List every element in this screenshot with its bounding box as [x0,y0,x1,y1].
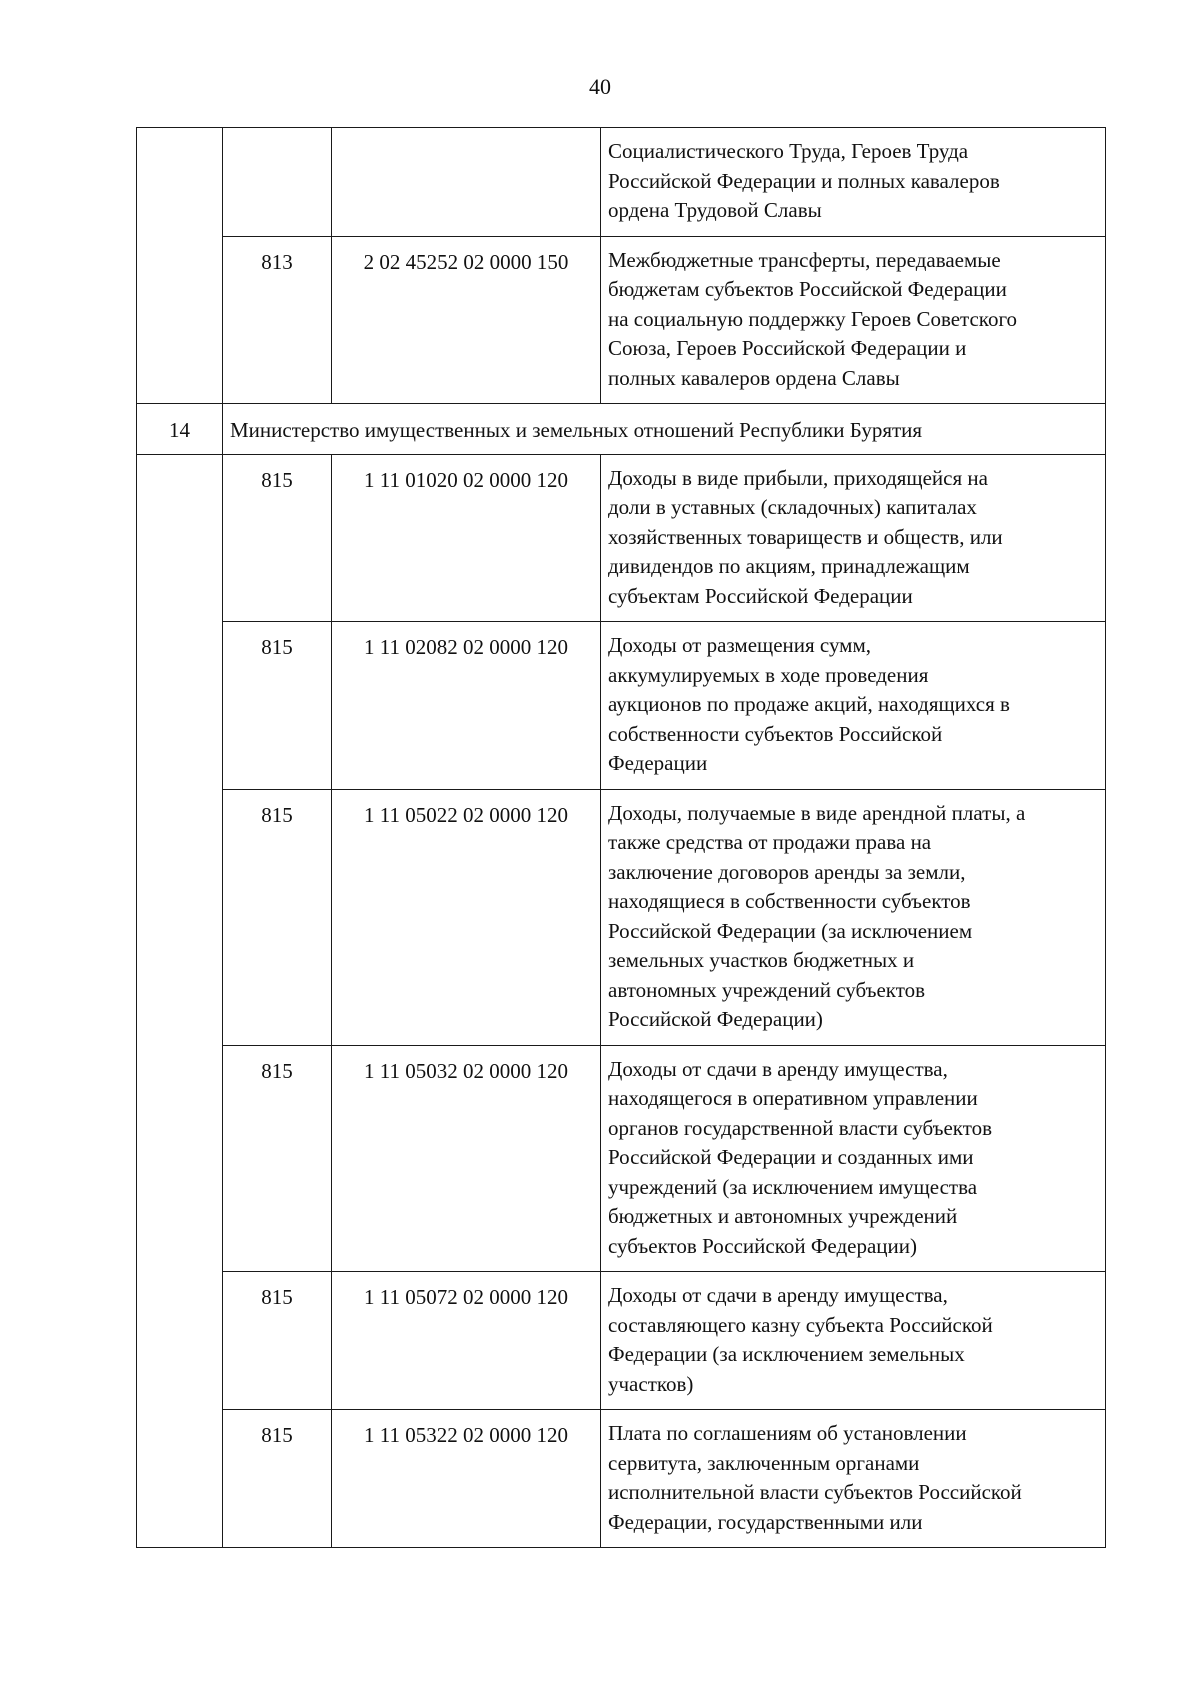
description-cell [601,789,1106,1045]
ministry-row [137,404,1106,455]
admin-code-cell: 815 [223,1045,332,1272]
description-line: заключение договоров аренды за земли, [608,859,966,884]
description-cell [601,1045,1106,1272]
description-line: Межбюджетные трансферты, передаваемые [608,247,1001,272]
description-line: полных кавалеров ордена Славы [608,365,900,390]
ministry-name: Министерство имущественных и земельных отношений Республики Бурятия [223,404,1106,455]
table-row [137,1410,1106,1548]
description-line: находящиеся в собственности субъектов [608,889,971,913]
row-number-cell [137,128,223,404]
description-line: учреждений (за исключением имущества [608,1174,978,1199]
description-line: на социальную поддержку Героев Советского [608,306,1018,331]
description-line: исполнительной власти субъектов Российской [608,1480,1022,1504]
description-line: Доходы от сдачи в аренду имущества, [608,1056,948,1081]
budget-code-cell: 1 11 01020 02 0000 120 [332,454,601,622]
admin-code-cell: 813 [223,236,332,404]
description-line: субъектов Российской Федерации) [608,1233,918,1258]
description-cell [601,128,1106,237]
description-line: Российской Федерации и полных кавалеров [608,168,1000,193]
description-cell [601,1272,1106,1410]
budget-code-cell: 1 11 05022 02 0000 120 [332,789,601,1045]
page-number: 40 [589,74,611,99]
admin-code-cell: 815 [223,1272,332,1410]
table-row [137,622,1106,790]
admin-code-cell: 815 [223,1410,332,1548]
description-line: сервитута, заключенным органами [608,1450,920,1475]
description-line: участков) [608,1371,694,1396]
description-line: субъектам Российской Федерации [608,583,913,608]
table-row [137,236,1106,404]
description-line: Доходы от размещения сумм, [608,633,871,657]
description-line: дивидендов по акциям, принадлежащим [608,554,970,578]
budget-code-cell: 2 02 45252 02 0000 150 [332,236,601,404]
description-line: аукционов по продаже акций, находящихся в [608,692,1010,716]
description-line: Социалистического Труда, Героев Труда [608,139,969,163]
description-line: составляющего казну субъекта Российской [608,1312,993,1337]
description-cell [601,622,1106,790]
description-line: бюджетных и автономных учреждений [608,1204,958,1228]
table-row [137,789,1106,1045]
admin-code-cell [223,128,332,237]
table-row [137,454,1106,622]
description-line: собственности субъектов Российской [608,721,943,746]
admin-code-cell: 815 [223,622,332,790]
description-line: Доходы, получаемые в виде арендной платы, а [608,800,1026,825]
description-cell [601,454,1106,622]
description-cell [601,1410,1106,1548]
budget-code-cell: 1 11 05032 02 0000 120 [332,1045,601,1272]
budget-code-cell: 1 11 05322 02 0000 120 [332,1410,601,1548]
description-line: Союза, Героев Российской Федерации и [608,336,967,360]
description-line: находящегося в оперативном управлении [608,1086,978,1110]
table-row [137,1045,1106,1272]
budget-code-cell: 1 11 02082 02 0000 120 [332,622,601,790]
budget-code-cell: 1 11 05072 02 0000 120 [332,1272,601,1410]
description-line: Федерации (за исключением земельных [608,1342,965,1366]
ministry-number: 14 [137,404,223,455]
description-line: хозяйственных товариществ и обществ, или [608,524,1003,549]
description-line: доли в уставных (складочных) капиталах [608,495,977,519]
row-number-cell [137,454,223,1548]
budget-code-cell [332,128,601,237]
description-line: Доходы от сдачи в аренду имущества, [608,1283,948,1307]
description-line: также средства от продажи права на [608,830,932,854]
description-line: Плата по соглашениям об установлении [608,1421,967,1445]
table-row-continuation [137,128,1106,237]
description-line: автономных учреждений субъектов [608,977,926,1002]
description-line: Российской Федерации и созданных ими [608,1145,974,1169]
revenue-administrators-table [136,127,1106,1548]
description-cell [601,236,1106,404]
description-line: Российской Федерации (за исключением [608,918,973,943]
table-row [137,1272,1106,1410]
description-line: Доходы в виде прибыли, приходящейся на [608,465,988,490]
description-line: ордена Трудовой Славы [608,198,822,222]
admin-code-cell: 815 [223,454,332,622]
description-line: земельных участков бюджетных и [608,948,915,972]
description-line: Федерации [608,751,708,775]
admin-code-cell: 815 [223,789,332,1045]
description-line: Российской Федерации) [608,1007,823,1031]
description-line: Федерации, государственными или [608,1509,923,1534]
description-line: органов государственной власти субъектов [608,1115,993,1140]
description-line: бюджетам субъектов Российской Федерации [608,277,1007,301]
description-line: аккумулируемых в ходе проведения [608,662,929,687]
